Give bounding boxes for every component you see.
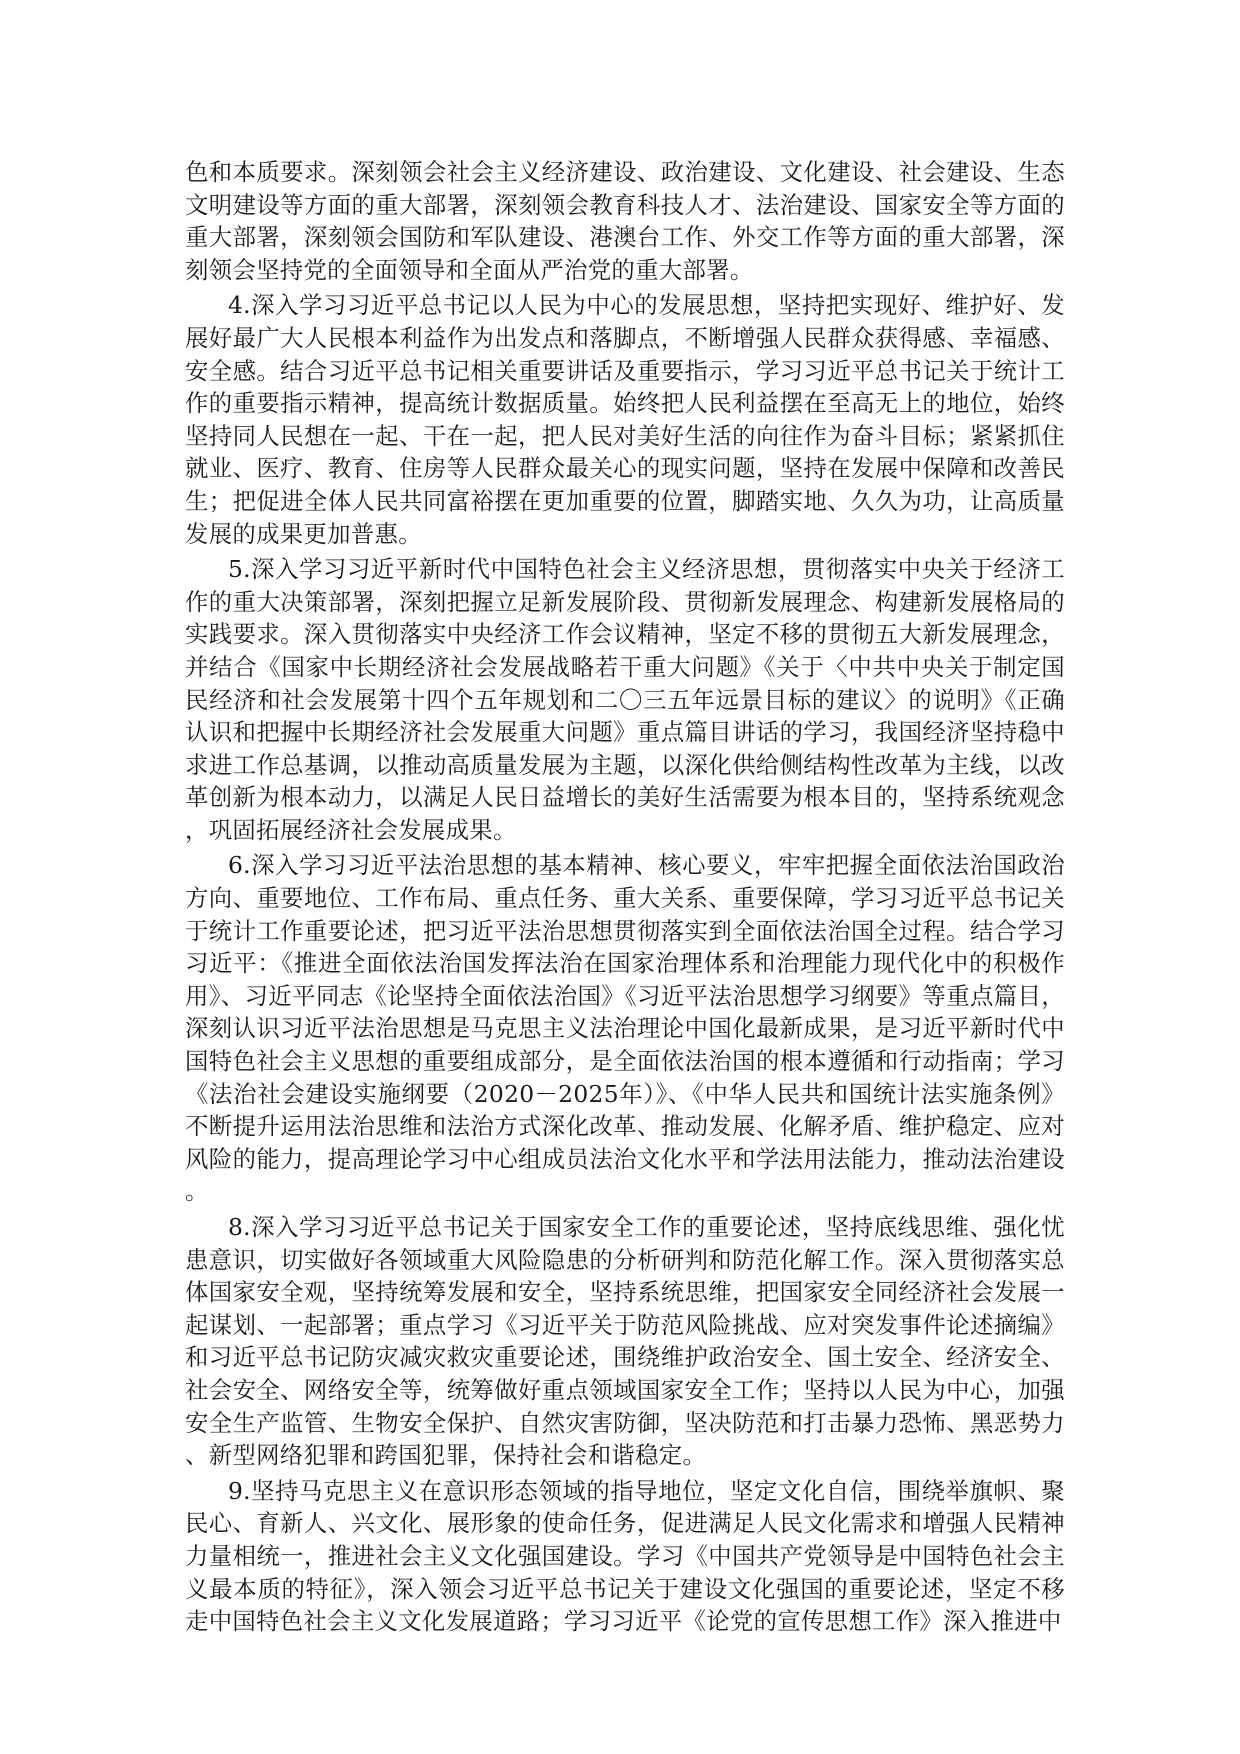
paragraph-item-5: 5.深入学习习近平新时代中国特色社会主义经济思想，贯彻落实中央关于经济工作的重大决策部署，深刻把握立足新发展阶段、贯彻新发展理念、构建新发展格局的实践要求。深入贯彻落实中央经济工作会议精神，坚定不移的贯彻五大新发展理念，并结合《国家中长期经济社会发展战略若干重大问题》《关于〈中共中央关于制定国民经济和社会发展第十四个五年规划和二〇三五年远景目标的建议〉的说明》《正确认识和把握中长期经济社会发展重大问题》重点篇目讲话的学习，我国经济坚持稳中求进工作总基调，以推动高质量发展为主题，以深化供给侧结构性改革为主线，以改革创新为根本动力，以满足人民日益增长的美好生活需要为根本目的，坚持系统观念，巩固拓展经济社会发展成果。 (185, 555, 1065, 844)
paragraph-item-4: 4.深入学习习近平总书记以人民为中心的发展思想，坚持把实现好、维护好、发展好最广大人民根本利益作为出发点和落脚点，不断增强人民群众获得感、幸福感、安全感。结合习近平总书记相关重要讲话及重要指示，学习习近平总书记关于统计工作的重要指示精神，提高统计数据质量。始终把人民利益摆在至高无上的地位，始终坚持同人民想在一起、干在一起，把人民对美好生活的向往作为奋斗目标；紧紧抓住就业、医疗、教育、住房等人民群众最关心的现实问题，坚持在发展中保障和改善民生；把促进全体人民共同富裕摆在更加重要的位置，脚踏实地、久久为功，让高质量发展的成果更加普惠。 (185, 291, 1065, 548)
paragraph-item-9: 9.坚持马克思主义在意识形态领域的指导地位，坚定文化自信，围绕举旗帜、聚民心、育新人、兴文化、展形象的使命任务，促进满足人民文化需求和增强人民精神力量相统一，推进社会主义文化强国建设。学习《中国共产党领导是中国特色社会主义最本质的特征》，深入领会习近平总书记关于建设文化强国的重要论述，坚定不移走中国特色社会主义文化发展道路；学习习近平《论党的宣传思想工作》深入推进中 (185, 1476, 1065, 1636)
paragraph-item-6: 6.深入学习习近平法治思想的基本精神、核心要义，牢牢把握全面依法治国政治方向、重要地位、工作布局、重点任务、重大关系、重要保障，学习习近平总书记关于统计工作重要论述，把习近平法治思想贯彻落实到全面依法治国全过程。结合学习习近平：《推进全面依法治国发挥法治在国家治理体系和治理能力现代化中的积极作用》、习近平同志《论坚持全面依法治国》《习近平法治思想学习纲要》等重点篇目，深刻认识习近平法治思想是马克思主义法治理论中国化最新成果，是习近平新时代中国特色社会主义思想的重要组成部分，是全面依法治国的根本遵循和行动指南；学习《法治社会建设实施纲要（2020－2025年）》、《中华人民共和国统计法实施条例》不断提升运用法治思维和法治方式深化改革、推动发展、化解矛盾、维护稳定、应对风险的能力，提高理论学习中心组成员法治文化水平和学法用法能力，推动法治建设。 (185, 851, 1065, 1206)
document-body (185, 156, 1065, 1638)
paragraph-continuation: 色和本质要求。深刻领会社会主义经济建设、政治建设、文化建设、社会建设、生态文明建设等方面的重大部署，深刻领会教育科技人才、法治建设、国家安全等方面的重大部署，深刻领会国防和军队建设、港澳台工作、外交工作等方面的重大部署，深刻领会坚持党的全面领导和全面从严治党的重大部署。 (185, 158, 1065, 284)
paragraph-item-8: 8.深入学习习近平总书记关于国家安全工作的重要论述，坚持底线思维、强化忧患意识，切实做好各领域重大风险隐患的分析研判和防范化解工作。深入贯彻落实总体国家安全观，坚持统筹发展和安全，坚持系统思维，把国家安全同经济社会发展一起谋划、一起部署；重点学习《习近平关于防范风险挑战、应对突发事件论述摘编》和习近平总书记防灾减灾救灾重要论述，围绕维护政治安全、国土安全、经济安全、社会安全、网络安全等，统筹做好重点领域国家安全工作；坚持以人民为中心，加强安全生产监管、生物安全保护、自然灾害防御，坚决防范和打击暴力恐怖、黑恶势力、新型网络犯罪和跨国犯罪，保持社会和谐稳定。 (185, 1213, 1065, 1470)
